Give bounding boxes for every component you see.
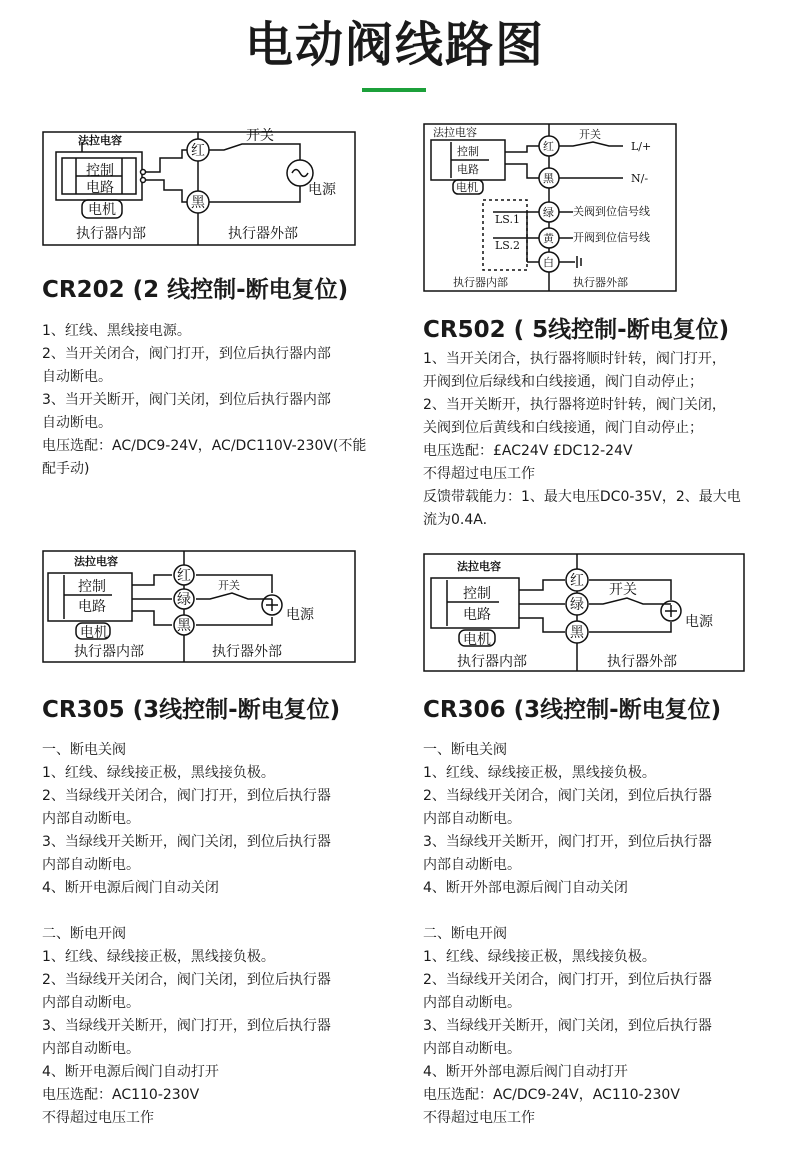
description-line: 内部自动断电。 [42, 857, 140, 873]
cr202-wiring-diagram [42, 128, 358, 248]
description-line: 电压选配：£AC24V £DC12-24V [423, 443, 633, 459]
description-line: 一、断电关阀 [42, 742, 126, 758]
black-wire-label: 黑 [191, 195, 205, 211]
description-line: 4、断开外部电源后阀门自动关闭 [423, 880, 628, 896]
power-label: 电源 [685, 614, 713, 630]
brand-label: 法拉电容 [74, 555, 118, 568]
description-line: 1、红线、绿线接正极，黑线接负极。 [423, 765, 656, 781]
ls2-label: LS.2 [495, 239, 520, 252]
description-line: 二、断电开阀 [42, 926, 126, 942]
description-line: 开阀到位后绿线和白线接通，阀门自动停止； [423, 374, 703, 390]
description-line [42, 900, 331, 923]
description-line: 1、红线、绿线接正极，黑线接负极。 [42, 765, 275, 781]
open-signal-label: 开阀到位信号线 [573, 231, 650, 244]
description-line: 电压选配：AC/DC9-24V，AC110-230V [423, 1087, 680, 1103]
description-line: 4、断开电源后阀门自动关闭 [42, 880, 219, 896]
motor-label: 电机 [463, 632, 491, 648]
description-line: 关阀到位后黄线和白线接通，阀门自动停止； [423, 420, 703, 436]
page-title: 电动阀线路图 [244, 17, 545, 73]
circuit-label: 电路 [86, 180, 114, 196]
description-line: 1、红线、黑线接电源。 [42, 323, 191, 339]
description-line: 4、断开外部电源后阀门自动打开 [423, 1064, 628, 1080]
switch-label: 开关 [246, 128, 274, 144]
description-line: 3、当绿线开关断开，阀门关闭，到位后执行器 [423, 1018, 712, 1034]
green-wire-label: 绿 [570, 597, 584, 613]
power-label: 电源 [308, 182, 336, 198]
description-line: 内部自动断电。 [423, 995, 521, 1011]
close-signal-label: 关阀到位信号线 [573, 205, 650, 218]
red-wire-label: 红 [543, 140, 554, 153]
description-line: 2、当绿线开关闭合，阀门打开，到位后执行器 [42, 788, 331, 804]
black-wire-label: 黑 [570, 625, 584, 641]
control-label: 控制 [463, 586, 491, 602]
description-line: 配手动) [42, 461, 90, 477]
control-label: 控制 [86, 163, 114, 179]
description-line: 3、当绿线开关断开，阀门关闭，到位后执行器 [42, 834, 331, 850]
red-wire-label: 红 [191, 143, 205, 159]
green-wire-label: 绿 [177, 592, 191, 608]
description-line: 2、当开关断开，执行器将逆时针转，阀门关闭， [423, 397, 726, 413]
white-wire-label: 白 [543, 256, 554, 269]
circuit-label: 电路 [78, 599, 106, 615]
cr306-wiring-diagram [423, 552, 747, 674]
ls1-label: LS.1 [495, 213, 520, 226]
black-wire-label: 黑 [177, 618, 191, 634]
outside-label: 执行器外部 [212, 644, 282, 660]
control-label: 控制 [78, 579, 106, 595]
outside-label: 执行器外部 [228, 226, 298, 242]
description-line: 内部自动断电。 [42, 995, 140, 1011]
circuit-label: 电路 [457, 163, 479, 176]
cr502-description [423, 348, 741, 532]
description-line: 1、红线、绿线接正极，黑线接负极。 [42, 949, 275, 965]
outside-label: 执行器外部 [607, 654, 677, 670]
cr202-heading: CR202 (2 线控制-断电复位) [42, 277, 349, 303]
description-line: 2、当开关闭合，阀门打开，到位后执行器内部 [42, 346, 331, 362]
description-line: 2、当绿线开关闭合，阀门关闭，到位后执行器 [42, 972, 331, 988]
description-line: 内部自动断电。 [42, 1041, 140, 1057]
description-line: 2、当绿线开关闭合，阀门关闭，到位后执行器 [423, 788, 712, 804]
cr502-wiring-diagram [423, 122, 679, 294]
circuit-label: 电路 [463, 607, 491, 623]
cr305-description [42, 739, 331, 1130]
description-line: 不得超过电压工作 [423, 1110, 535, 1126]
description-line: 2、当绿线开关闭合，阀门打开，到位后执行器 [423, 972, 712, 988]
description-line: 4、断开电源后阀门自动打开 [42, 1064, 219, 1080]
description-line: 自动断电。 [42, 369, 112, 385]
motor-label: 电机 [80, 625, 108, 641]
switch-label: 开关 [579, 128, 601, 141]
title-underline [362, 88, 426, 92]
green-wire-label: 绿 [543, 206, 554, 219]
cr306-heading: CR306 (3线控制-断电复位) [423, 697, 722, 723]
description-line: 电压选配：AC110-230V [42, 1087, 200, 1103]
description-line: 内部自动断电。 [423, 857, 521, 873]
red-wire-label: 红 [177, 568, 191, 584]
control-label: 控制 [457, 145, 479, 158]
red-wire-label: 红 [570, 573, 584, 589]
description-line: 二、断电开阀 [423, 926, 507, 942]
description-line: 内部自动断电。 [423, 811, 521, 827]
cr305-heading: CR305 (3线控制-断电复位) [42, 697, 341, 723]
cr202-description [42, 320, 366, 481]
n-minus-label: N/- [631, 172, 649, 185]
description-line: 1、当开关闭合，执行器将顺时针转，阀门打开， [423, 351, 726, 367]
description-line: 不得超过电压工作 [423, 466, 535, 482]
black-wire-label: 黑 [543, 172, 554, 185]
description-line: 反馈带载能力：1、最大电压DC0-35V，2、最大电 [423, 489, 741, 505]
brand-label: 法拉电容 [433, 126, 477, 139]
cr306-description [423, 739, 712, 1130]
description-line: 电压选配：AC/DC9-24V，AC/DC110V-230V(不能 [42, 438, 367, 454]
inside-label: 执行器内部 [74, 644, 144, 660]
switch-label: 开关 [609, 582, 637, 598]
description-line: 内部自动断电。 [42, 811, 140, 827]
description-line: 内部自动断电。 [423, 1041, 521, 1057]
description-line: 3、当绿线开关断开，阀门打开，到位后执行器 [42, 1018, 331, 1034]
description-line: 1、红线、绿线接正极，黑线接负极。 [423, 949, 656, 965]
inside-label: 执行器内部 [76, 226, 146, 242]
description-line: 流为0.4A. [423, 512, 488, 528]
switch-label: 开关 [218, 579, 240, 592]
brand-label: 法拉电容 [457, 560, 501, 573]
cr502-heading: CR502 ( 5线控制-断电复位) [423, 317, 730, 343]
cr305-wiring-diagram [42, 549, 358, 665]
description-line: 3、当开关断开，阀门关闭，到位后执行器内部 [42, 392, 331, 408]
description-line [423, 900, 712, 923]
inside-label: 执行器内部 [453, 276, 508, 289]
description-line: 自动断电。 [42, 415, 112, 431]
motor-label: 电机 [88, 202, 116, 218]
description-line: 不得超过电压工作 [42, 1110, 154, 1126]
power-label: 电源 [286, 607, 314, 623]
description-line: 3、当绿线开关断开，阀门打开，到位后执行器 [423, 834, 712, 850]
description-line: 一、断电关阀 [423, 742, 507, 758]
brand-label: 法拉电容 [78, 134, 122, 147]
yellow-wire-label: 黄 [543, 232, 554, 245]
l-plus-label: L/+ [631, 140, 652, 153]
inside-label: 执行器内部 [457, 654, 527, 670]
motor-label: 电机 [456, 181, 478, 194]
outside-label: 执行器外部 [573, 276, 628, 289]
